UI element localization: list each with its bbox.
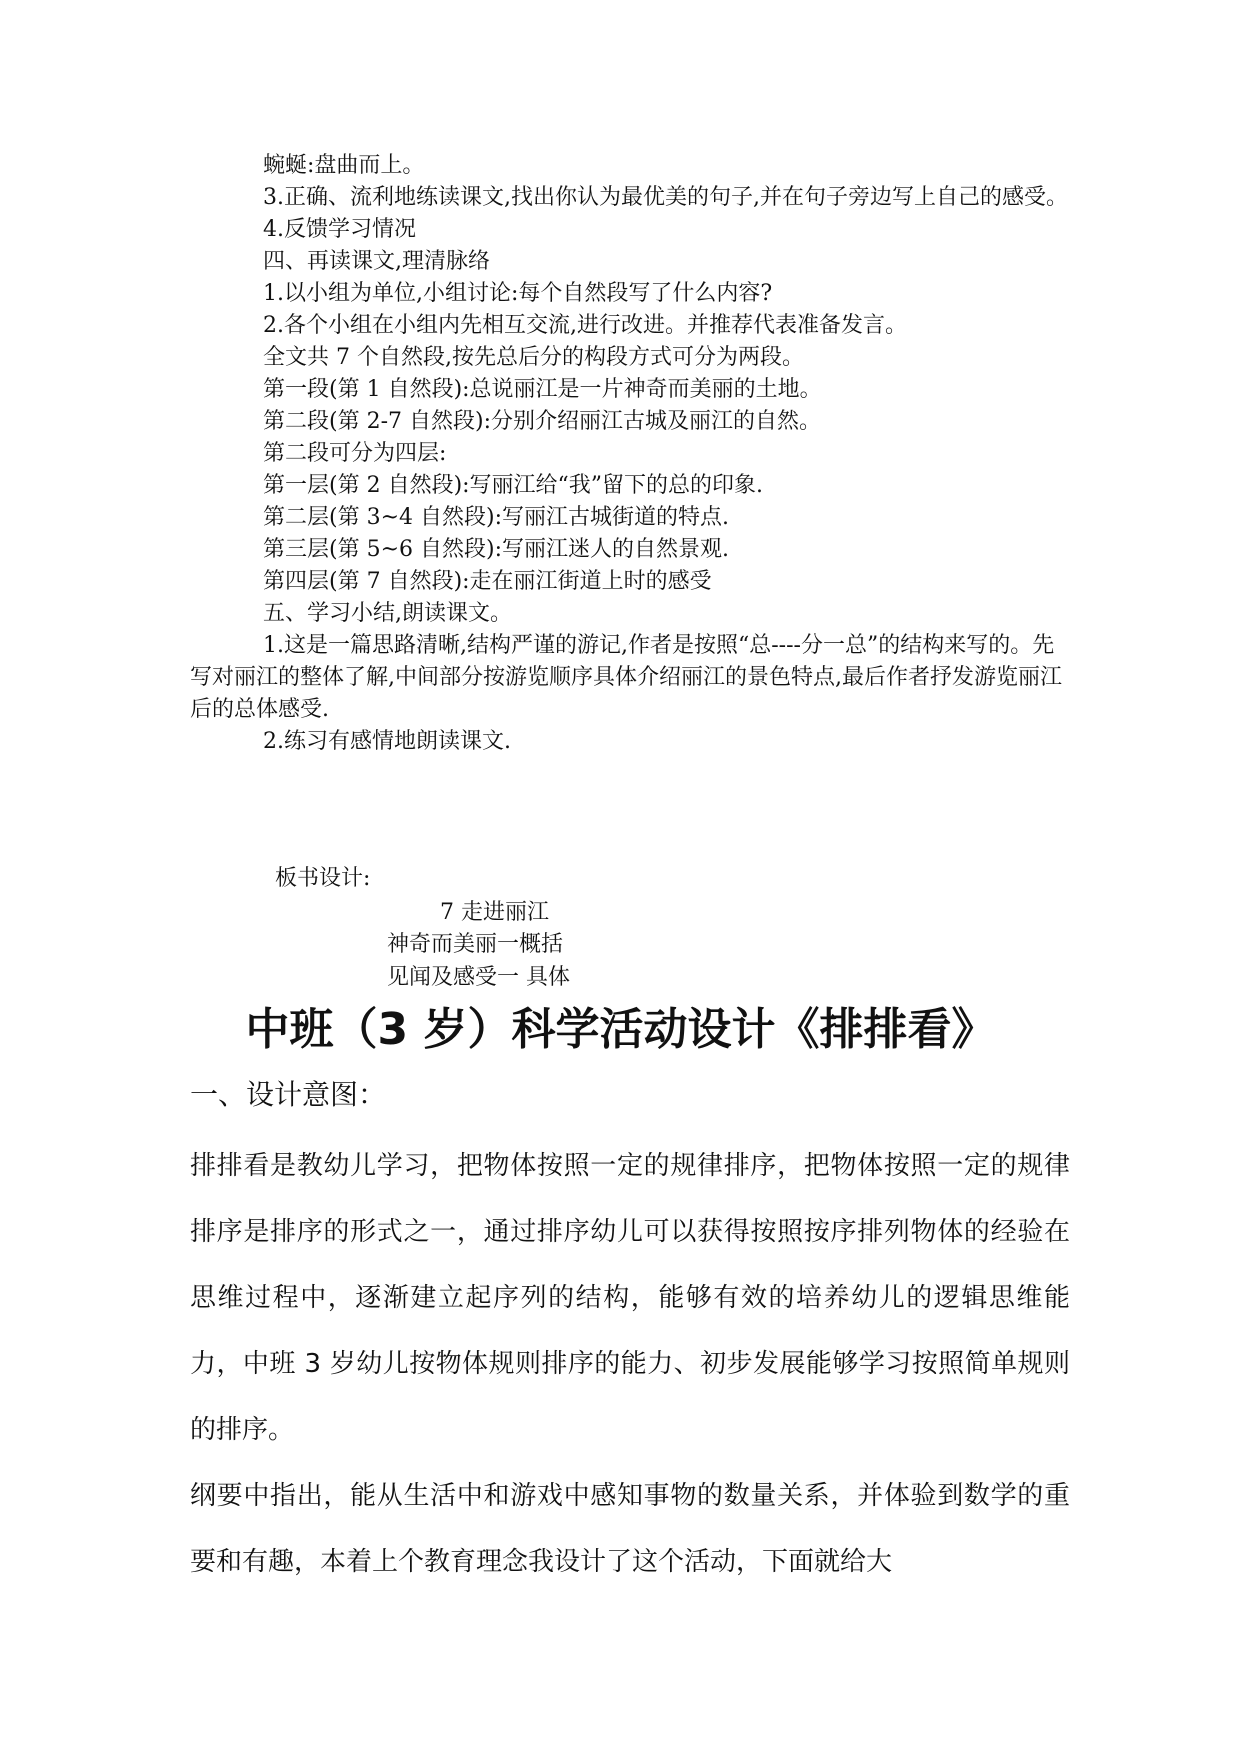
board-design-title: 7 走进丽江 — [440, 900, 549, 925]
lesson-plan-upper-section — [190, 150, 1070, 758]
text-line: 第三层(第 5~6 自然段):写丽江迷人的自然景观. — [263, 537, 729, 562]
text-line: 第一段(第 1 自然段):总说丽江是一片神奇而美丽的土地。 — [263, 377, 822, 402]
text-paragraph: 3.正确、流利地练读课文,找出你认为最优美的句子,并在句子旁边写上自己的感受。 — [263, 185, 1068, 210]
text-paragraph: 排排看是教幼儿学习，把物体按照一定的规律排序，把物体按照一定的规律排序是排序的形式之一，通过排序幼儿可以获得按照按序排列物体的经验在思维过程中，逐渐建立起序列的结构，能够有效的培养幼儿的逻辑思维能力，中班 3 岁幼儿按物体规则排序的能力、初步发展能够学习按照简单规则的排序。 — [190, 1151, 1070, 1445]
text-line: 蜿蜒:盘曲而上。 — [263, 153, 425, 178]
text-line: 第二段可分为四层: — [263, 441, 447, 466]
section-heading-summary: 五、学习小结,朗读课文。 — [263, 601, 512, 626]
text-line: 全文共 7 个自然段,按先总后分的构段方式可分为两段。 — [263, 345, 804, 370]
board-design-line: 神奇而美丽一概括 — [387, 932, 564, 957]
text-paragraph: 1.这是一篇思路清晰,结构严谨的游记,作者是按照“总----分一总”的结构来写的。先写对丽江的整体了解,中间部分按游览顺序具体介绍丽江的景色特点,最后作者抒发游览丽江后的总体感受. — [190, 633, 1062, 722]
board-design-line: 见闻及感受一 具体 — [387, 965, 570, 990]
text-line: 第一层(第 2 自然段):写丽江给“我”留下的总的印象. — [263, 473, 764, 498]
page-title: 中班（3 岁）科学活动设计《排排看》 — [245, 1004, 996, 1055]
text-line: 2.练习有感情地朗读课文. — [263, 729, 511, 754]
text-line: 第四层(第 7 自然段):走在丽江街道上时的感受 — [263, 569, 712, 594]
text-paragraph: 纲要中指出，能从生活中和游戏中感知事物的数量关系，并体验到数学的重要和有趣，本着上个教育理念我设计了这个活动，下面就给大 — [190, 1481, 1070, 1577]
text-line: 第二层(第 3~4 自然段):写丽江古城街道的特点. — [263, 505, 729, 530]
text-line: 2.各个小组在小组内先相互交流,进行改进。并推荐代表准备发言。 — [263, 313, 907, 338]
text-line: 4.反馈学习情况 — [263, 217, 416, 242]
section-heading-reread: 四、再读课文,理清脉络 — [263, 249, 490, 274]
section-heading: 一、设计意图： — [190, 1078, 387, 1111]
board-design-label: 板书设计: — [275, 866, 371, 891]
text-line: 第二段(第 2-7 自然段):分别介绍丽江古城及丽江的自然。 — [263, 409, 821, 434]
text-line: 1.以小组为单位,小组讨论:每个自然段写了什么内容? — [263, 281, 773, 306]
design-intent-body — [190, 1133, 1070, 1595]
